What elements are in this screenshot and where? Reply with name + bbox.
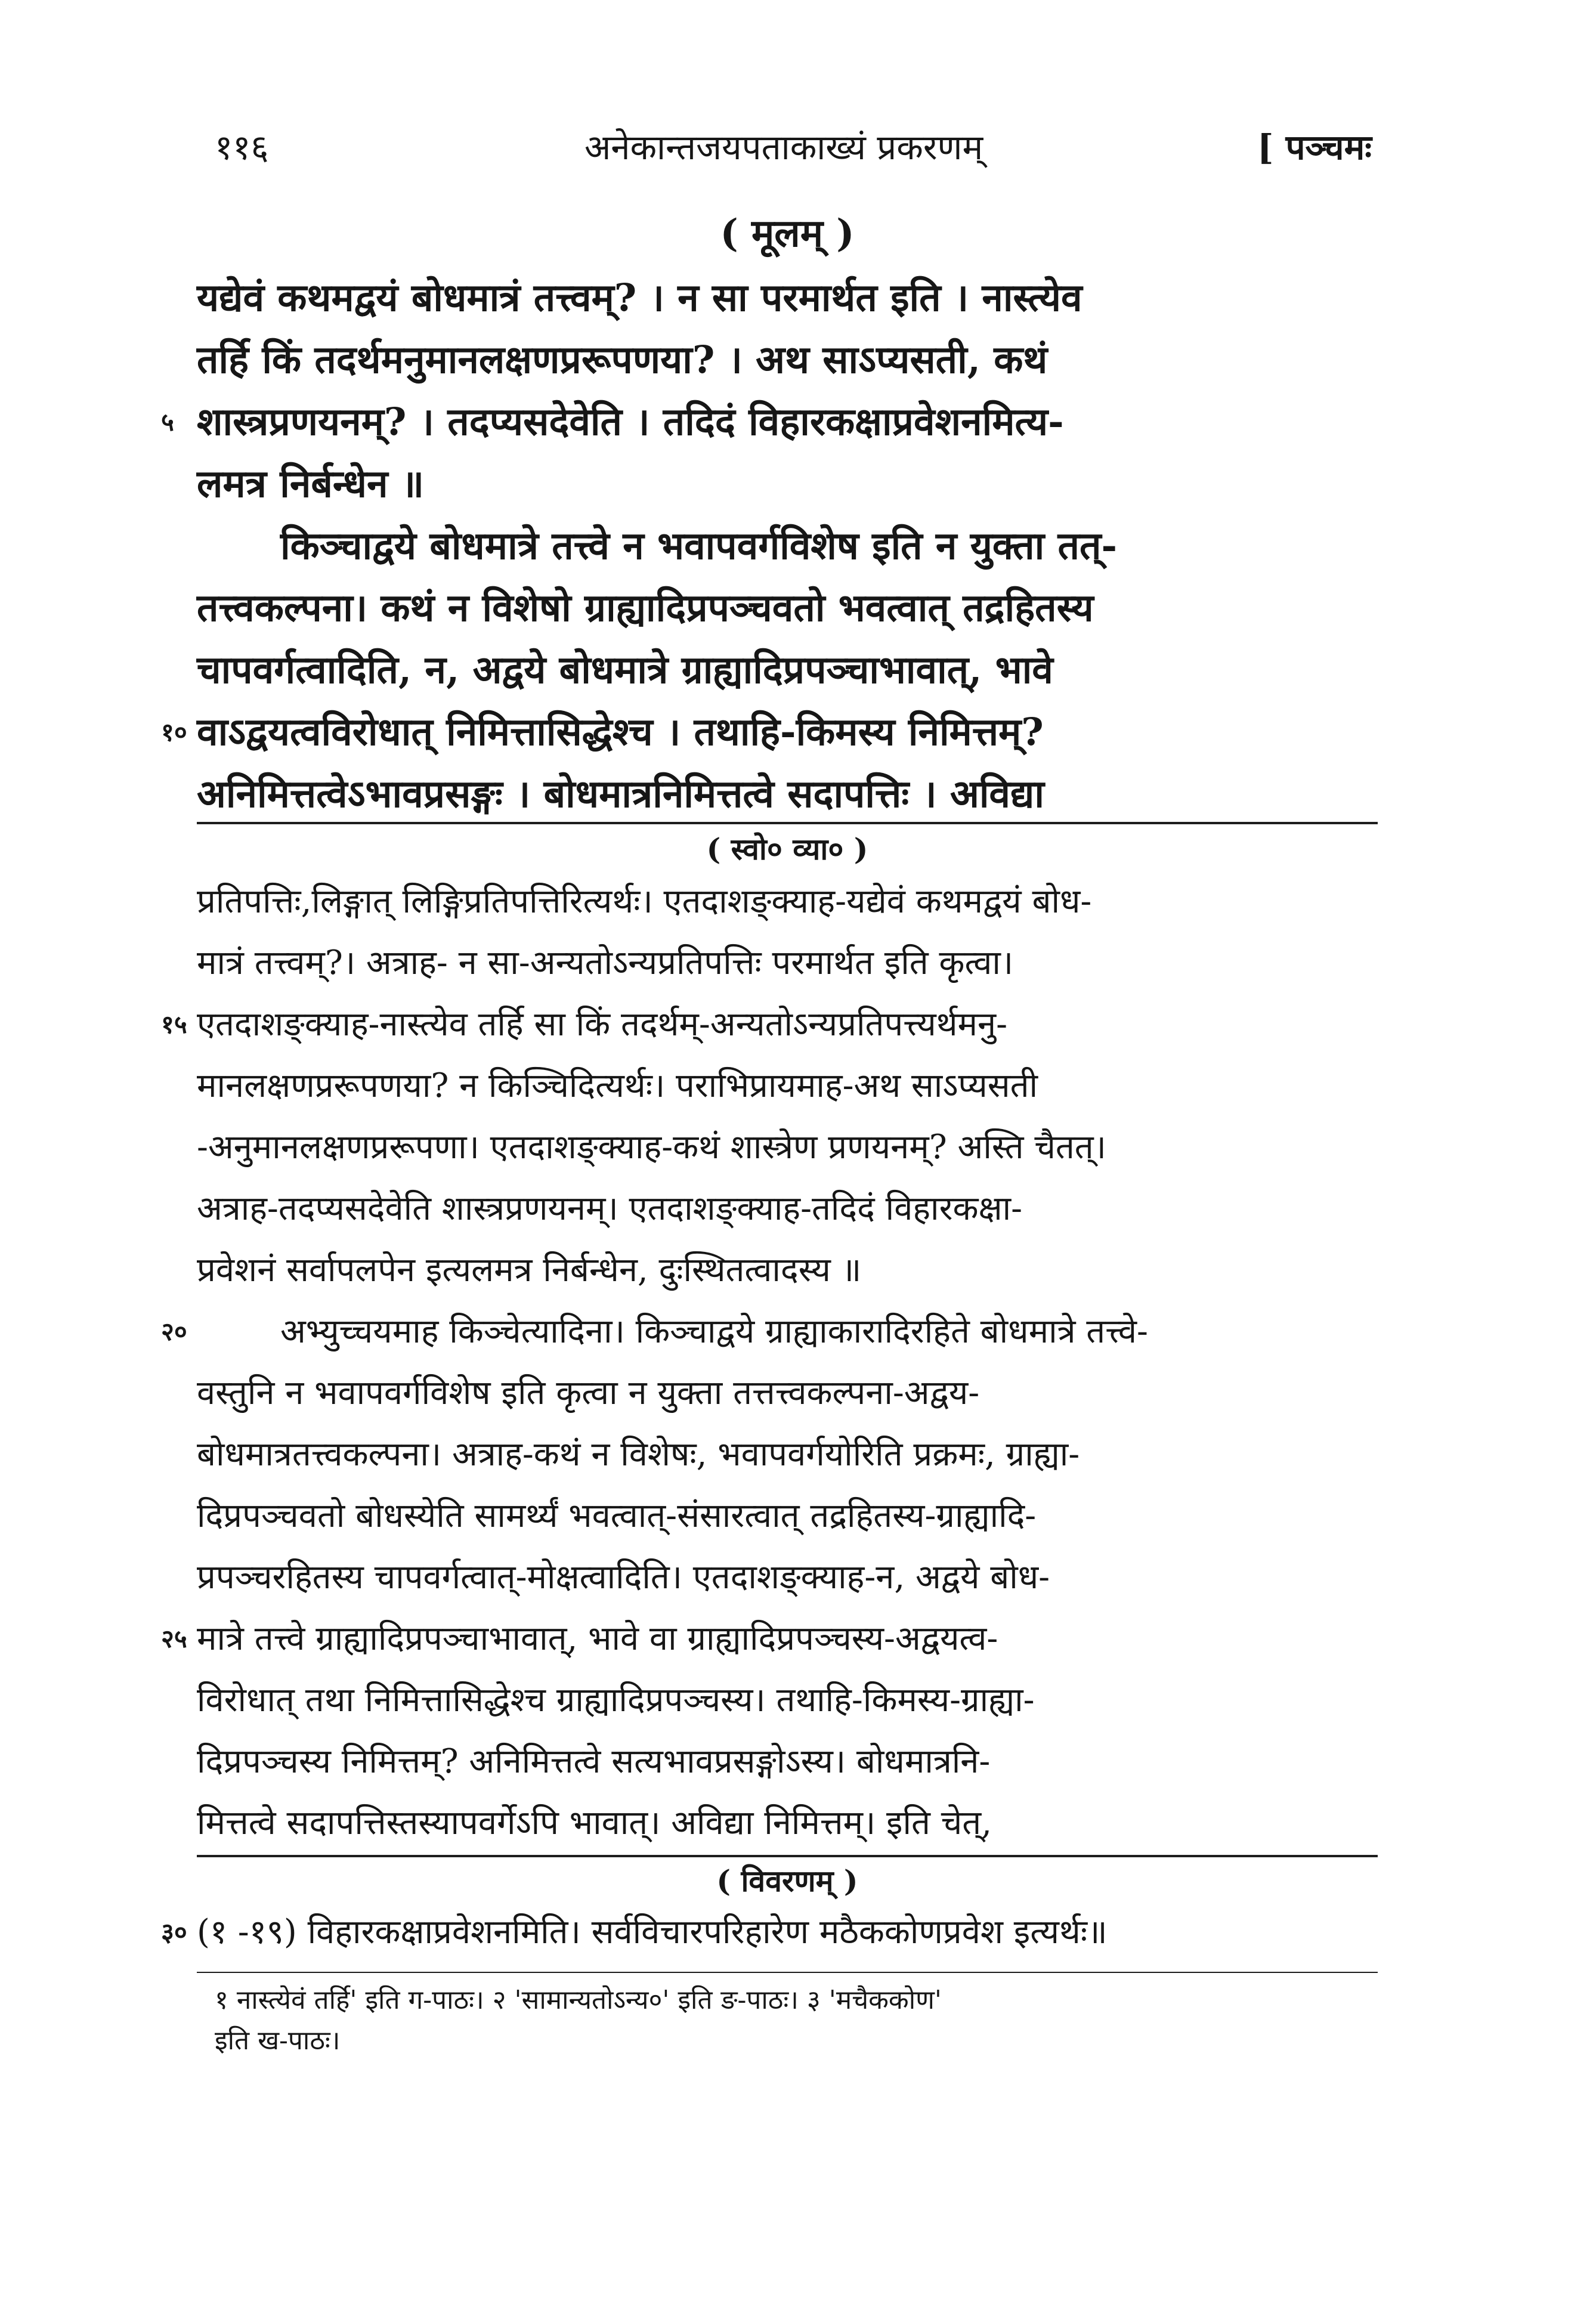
line-text: प्रपञ्चरहितस्य चापवर्गत्वात्-मोक्षत्वादिति। एतदाशङ्क्याह-न, अद्वये बोध- <box>197 1558 1050 1597</box>
line-text: मात्रे तत्त्वे ग्राह्यादिप्रपञ्चाभावात्, भावे वा ग्राह्यादिप्रपञ्चस्य-अद्वयत्व- <box>197 1619 998 1658</box>
vivarana-text <box>161 1903 1378 1962</box>
line-text: -अनुमानलक्षणप्ररूपणा। एतदाशङ्क्याह-कथं शास्त्रेण प्रणयनम्? अस्ति चैतत्। <box>197 1128 1106 1167</box>
text-line <box>161 701 1378 763</box>
line-text: मानलक्षणप्ररूपणया? न किञ्चिदित्यर्थः। पराभिप्रायमाह-अथ साऽप्यसती <box>197 1066 1038 1105</box>
text-line <box>197 1239 1378 1301</box>
line-number: ३० <box>161 1918 187 1947</box>
section-divider <box>197 822 1378 824</box>
text-line <box>161 1903 1378 1962</box>
line-text: यद्येवं कथमद्वयं बोधमात्रं तत्त्वम्? । न सा परमार्थत इति । नास्त्येव <box>197 276 1082 320</box>
running-title: अनेकान्तजयपताकाख्यं प्रकरणम् <box>584 127 983 168</box>
text-line <box>197 763 1378 825</box>
line-text: वस्तुनि न भवापवर्गविशेष इति कृत्वा न युक्ता तत्तत्त्वकल्पना-अद्वय- <box>197 1374 980 1412</box>
line-text: विरोधात् तथा निमित्तासिद्धेश्च ग्राह्यादिप्रपञ्चस्य। तथाहि-किमस्य-ग्राह्या- <box>197 1681 1035 1719</box>
line-text: मात्रं तत्त्वम्?। अत्राह- न सा-अन्यतोऽन्यप्रतिपत्तिः परमार्थत इति कृत्वा। <box>197 944 1014 982</box>
line-text: अनिमित्तत्वेऽभावप्रसङ्गः । बोधमात्रनिमित्तत्वे सदापत्तिः । अविद्या <box>197 772 1044 817</box>
line-text: वाऽद्वयत्वविरोधात् निमित्तासिद्धेश्च । तथाहि-किमस्य निमित्तम्? <box>197 710 1044 754</box>
line-number: २० <box>161 1317 187 1346</box>
text-line <box>197 1362 1378 1424</box>
line-text: लमत्र निर्बन्धेन ॥ <box>197 462 425 506</box>
text-line <box>197 639 1378 701</box>
text-line <box>197 1485 1378 1547</box>
text-line <box>197 453 1378 515</box>
line-text: (१ -१९) विहारकक्षाप्रवेशनमिति। सर्वविचारपरिहारेण मठैककोणप्रवेश इत्यर्थः॥ <box>197 1913 1108 1951</box>
mula-text <box>161 267 1378 825</box>
vivarana-heading: ( विवरणम् ) <box>716 1863 858 1898</box>
text-line <box>197 871 1378 932</box>
text-line <box>161 391 1378 453</box>
line-text: प्रतिपत्तिः,लिङ्गात् लिङ्गिप्रतिपत्तिरित्यर्थः। एतदाशङ्क्याह-यद्येवं कथमद्वयं बोध- <box>197 882 1092 921</box>
line-text: तत्त्वकल्पना। कथं न विशेषो ग्राह्यादिप्रपञ्चवतो भवत्वात् तद्रहितस्य <box>197 586 1094 630</box>
text-line <box>197 577 1378 639</box>
text-line <box>197 1055 1378 1117</box>
text-line <box>197 1424 1378 1485</box>
footnote-line: इति ख-पाठः। <box>215 2025 341 2056</box>
text-line <box>197 1547 1378 1608</box>
mula-heading: ( मूलम् ) <box>720 211 855 256</box>
text-line <box>197 1178 1378 1239</box>
text-line <box>161 1608 1378 1669</box>
line-text: तर्हि किं तदर्थमनुमानलक्षणप्ररूपणया? । अथ साऽप्यसती, कथं <box>197 338 1048 382</box>
text-line <box>161 1301 1378 1362</box>
page-number: ११६ <box>215 127 269 168</box>
line-text: चापवर्गत्वादिति, न, अद्वये बोधमात्रे ग्राह्यादिप्रपञ्चाभावात्, भावे <box>197 648 1053 692</box>
vyakhya-text <box>161 871 1378 1854</box>
line-text: प्रवेशनं सर्वापलपेन इत्यलमत्र निर्बन्धेन, दुःस्थितत्वादस्य ॥ <box>197 1251 862 1289</box>
text-line <box>197 329 1378 391</box>
chapter-label: [ पञ्चमः <box>1257 127 1372 168</box>
page-header <box>215 122 1372 170</box>
line-number: १० <box>161 717 187 747</box>
line-number: २५ <box>161 1624 187 1653</box>
text-line <box>197 515 1378 577</box>
line-text: बोधमात्रतत्त्वकल्पना। अत्राह-कथं न विशेषः, भवापवर्गयोरिति प्रक्रमः, ग्राह्या- <box>197 1435 1080 1474</box>
line-text: एतदाशङ्क्याह-नास्त्येव तर्हि सा किं तदर्थम्-अन्यतोऽन्यप्रतिपत्त्यर्थमनु- <box>197 1005 1008 1044</box>
line-text: दिप्रपञ्चवतो बोधस्येति सामर्थ्यं भवत्वात्-संसारत्वात् तद्रहितस्य-ग्राह्यादि- <box>197 1496 1037 1535</box>
section-divider <box>197 1855 1378 1857</box>
text-line <box>161 994 1378 1055</box>
line-text: दिप्रपञ्चस्य निमित्तम्? अनिमित्तत्वे सत्यभावप्रसङ्गोऽस्य। बोधमात्रनि- <box>197 1742 991 1781</box>
line-text: शास्त्रप्रणयनम्? । तदप्यसदेवेति । तदिदं विहारकक्षाप्रवेशनमित्य- <box>197 400 1064 444</box>
text-line <box>197 1669 1378 1731</box>
text-line <box>197 1731 1378 1792</box>
line-number: १५ <box>161 1010 187 1039</box>
footnote-divider <box>197 1972 1378 1973</box>
footnotes <box>215 1980 1378 2061</box>
line-text: मित्तत्वे सदापत्तिस्तस्यापवर्गेऽपि भावात्। अविद्या निमित्तम्। इति चेत्, <box>197 1804 992 1842</box>
text-line <box>197 267 1378 329</box>
line-number: ५ <box>161 407 174 437</box>
line-text: किञ्चाद्वये बोधमात्रे तत्त्वे न भवापवर्गविशेष इति न युक्ता तत्- <box>280 524 1118 568</box>
vyakhya-heading: ( स्वो० व्या० ) <box>706 831 868 867</box>
line-text: अभ्युच्चयमाह किञ्चेत्यादिना। किञ्चाद्वये ग्राह्याकारादिरहिते बोधमात्रे तत्त्वे- <box>280 1312 1148 1351</box>
text-line <box>197 932 1378 994</box>
text-line <box>197 1792 1378 1854</box>
line-text: अत्राह-तदप्यसदेवेति शास्त्रप्रणयनम्। एतदाशङ्क्याह-तदिदं विहारकक्षा- <box>197 1189 1023 1228</box>
footnote-line: १ नास्त्येवं तर्हि' इति ग-पाठः। २ 'सामान्यतोऽन्य०' इति ङ-पाठः। ३ 'मचैककोण' <box>215 1985 942 2015</box>
text-line <box>197 1117 1378 1178</box>
